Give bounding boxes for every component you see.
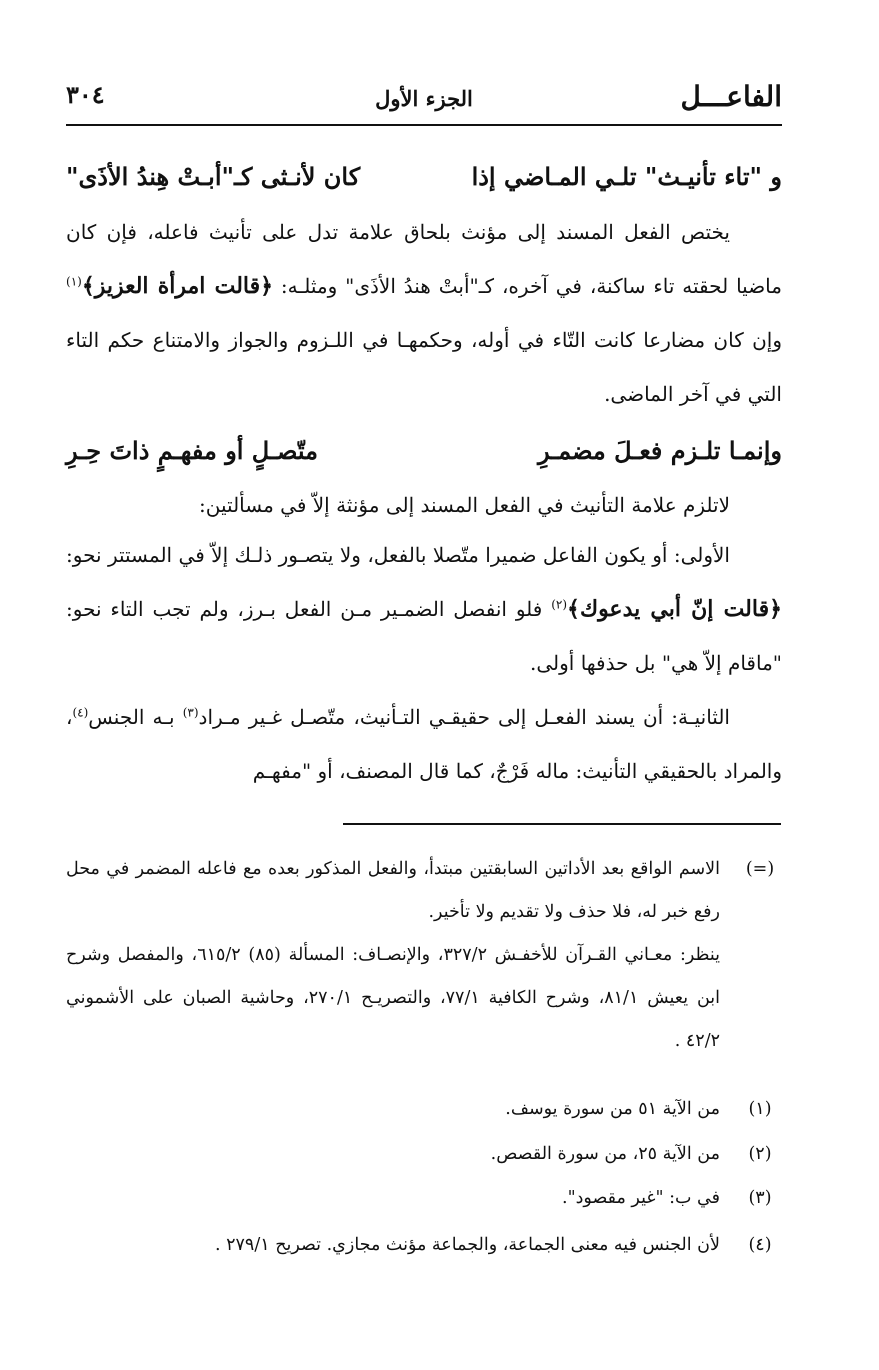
footnote-number: (٢): [748, 1144, 772, 1164]
quran-quote: ﴿قالت إنّ أبي يدعوك﴾: [567, 596, 782, 622]
footnote-text: من الآية ٥١ من سورة يوسف.: [505, 1099, 720, 1119]
paragraph-two-cases: لاتلزم علامة التأنيث في الفعل المسند إلى مؤنثة إلاّ في مسألتين:: [199, 493, 730, 517]
footnote-text: في ب: "غير مقصود".: [562, 1188, 720, 1208]
verse-line-2: [66, 428, 782, 478]
chapter-title: الفاعـــل: [680, 80, 782, 113]
footnote-number: (١): [748, 1099, 772, 1119]
footnote-2: [66, 1133, 782, 1176]
footnote-text: الاسم الواقع بعد الأداتين السابقتين مبتدأ، والفعل المذكور بعده مع فاعله المضمر في محل رفع خبر له، فلا حذف ولا تقديم ولا تأخير.: [66, 859, 720, 922]
verse-hemistich-second: متّصـلٍ أو مفهـمٍ ذاتَ حِـرِ: [66, 436, 318, 465]
footnote-continued: [66, 848, 782, 1063]
footnote-number: (٣): [748, 1188, 772, 1208]
verse-hemistich-first: وإنمـا تلـزم فعـلَ مضمـرِ: [537, 436, 782, 465]
paragraph-feminine-marker: يختص الفعل المسند إلى مؤنث بلحاق علامة تدل على تأنيث فاعله، فإن كان ماضيا لحقته تاء ساكنة، في آخره، كـ"أبتْ هندُ الأذَى" ومثلـه: ﴿قالت امرأة العزيز﴾$^{(١)}$ وإن كان مضارعا كانت التّاء في أوله، وحكمهـا في اللـزوم والجواز والامتناع حكم التاء التي في آخر الماضى.: [66, 220, 782, 406]
footnote-text: لأن الجنس فيه معنى الجماعة، والجماعة مؤنث مجازي. تصريح ٢٧٩/١ .: [214, 1235, 720, 1255]
footnote-separator: [343, 823, 781, 825]
paragraph-second-case: الثانيـة: أن يسند الفعـل إلى حقيقـي التـأنيث، متّصـل غـير مـراد$^{(٣)}$ بـه الجنس$^{(٤)}$، والمراد بالحقيقي التأنيث: ماله فَرْجٌ، كما قال المصنف، أو "مفهـم: [66, 705, 782, 783]
footnote-ref[interactable]: (٤): [72, 705, 89, 720]
verse-hemistich-second: كان لأنـثى كـ"أبـتْ هِندُ الأذَى": [66, 162, 361, 191]
footnote-text: من الآية ٢٥، من سورة القصص.: [490, 1144, 720, 1164]
verse-hemistich-first: و "تاء تأنيـث" تلـي المـاضي إذا: [471, 162, 782, 191]
footnote-ref[interactable]: (٢): [551, 597, 568, 612]
footnote-number: (=): [745, 859, 775, 879]
verse-line-1: [66, 154, 782, 204]
footnote-3: [66, 1177, 782, 1220]
page-header: [66, 74, 782, 126]
footnote-ref[interactable]: (٣): [182, 705, 199, 720]
quran-quote: ﴿قالت امرأة العزيز﴾: [81, 273, 274, 299]
footnote-sources: ينظر: معـاني القـرآن للأخفـش ٣٢٧/٢، والإنصـاف: المسألة (٨٥) ٦١٥/٢، والمفصل وشرح ابن يعيش ٨١/١، وشرح الكافية ٧٧/١، والتصريـح ٢٧٠/١، وحاشية الصبان على الأشموني ٤٢/٢ .: [66, 945, 721, 1051]
volume-label: الجزء الأول: [375, 86, 473, 111]
footnote-number: (٤): [748, 1235, 772, 1255]
paragraph-first-case: الأولى: أو يكون الفاعل ضميرا متّصلا بالفعل، ولا يتصـور ذلـك إلاّ في المستتر نحو: ﴿قالت إنّ أبي يدعوك﴾$^{(٢)}$ فلو انفصل الضمـير مـن الفعل بـرز، ولم تجب التاء نحو: "ماقام إلاّ هي" بل حذفها أولى.: [66, 543, 782, 675]
footnote-4: [66, 1224, 782, 1267]
footnote-ref[interactable]: (١): [66, 274, 82, 289]
footnote-1: [66, 1088, 782, 1131]
page-number: ٣٠٤: [66, 80, 105, 109]
